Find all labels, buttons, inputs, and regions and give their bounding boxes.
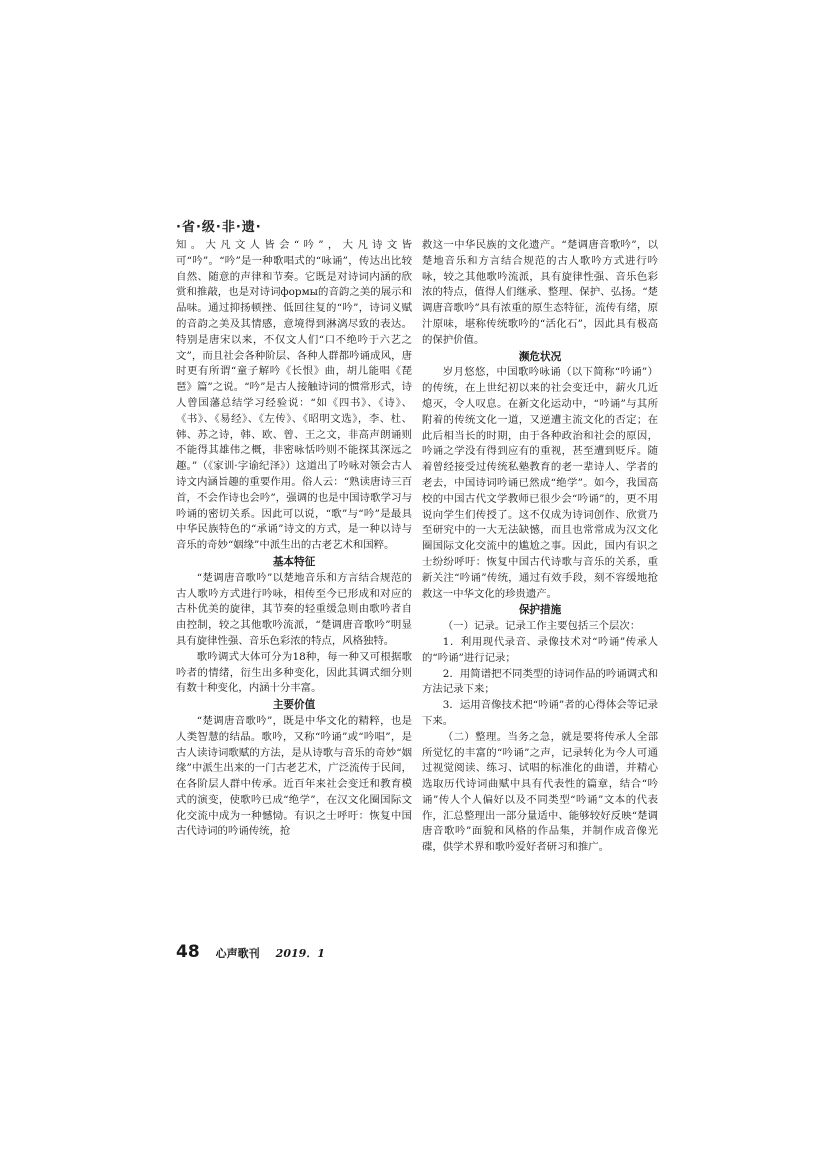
paragraph: 2．用简谱把不同类型的诗词作品的吟诵调式和方法记录下来； (422, 667, 658, 696)
section-heading: 濒危状况 (518, 350, 562, 363)
paragraph: “楚调唐音歌吟”，既是中华文化的精粹，也是人类智慧的结晶。歌吟，又称“吟诵”或“吟唱”，是古人读诗词歌赋的方法，是从诗歌与音乐的奇妙“姻缘”中派生出来的一门古老艺术，广泛流传于民间，在各阶层人群中传承。近百年来社会变迁和教育模式的演变，使歌吟已成“绝学”，在汉文化圈国际文化交流中成为一种憾恸。有识之士呼吁：恢复中国古代诗词的吟诵传统，抢 (176, 714, 412, 838)
paragraph: 1．利用现代录音、录像技术对“吟诵”传承人的“吟诵”进行记录； (422, 635, 658, 664)
left-column (176, 238, 412, 840)
journal-name: 心声歌刊 (215, 947, 260, 960)
issue-number: 2019．1 (275, 947, 325, 960)
right-column (422, 238, 658, 856)
page-number: 48 (176, 942, 200, 962)
section-heading: 主要价值 (272, 699, 316, 712)
section-heading: 基本特征 (272, 555, 316, 568)
column-header: ·省·级·非·遗· (176, 220, 262, 235)
paragraph: 救这一中华民族的文化遗产。“楚调唐音歌吟”，以楚地音乐和方言结合规范的古人歌吟方式进行吟咏，较之其他歌吟流派，具有旋律性强、音乐色彩浓的特点，值得人们继承、整理、保护、弘扬。“楚调唐音歌吟”具有浓重的原生态特征，流传有绪，原汁原味，堪称传统歌吟的“活化石”，因此具有极高的保护价值。 (422, 239, 658, 346)
section-heading: 保护措施 (518, 604, 562, 617)
paragraph: 知。大凡文人皆会“吟”，大凡诗文皆可“吟”。“吟”是一种歌唱式的“咏诵”，传达出比较自然、随意的声律和节奏。它既是对诗词内涵的欣赏和推敲，也是对诗词формы的音韵之美的展示和品味。通过抑扬顿挫、低回往复的“吟”，诗词义赋的音韵之美及其情感，意境得到淋漓尽致的表达。特别是唐宋以来，不仅文人们“口不绝吟于六艺之文”，而且社会各种阶层、各种人群都吟诵成风，唐时更有所谓“童子解吟《长恨》曲，胡儿能唱《琵琶》篇”之说。“吟”是古人接触诗词的惯常形式，诗人曾国藩总结学习经验说：“如《四书》、《诗》、《书》、《易经》、《左传》、《昭明文选》，李、杜、韩、苏之诗，韩、欧、曾、王之文，非高声朗诵则不能得其雄伟之概，非密咏恬吟则不能探其深远之趣。”（《家训·字谕纪泽》）这道出了吟咏对领会古人诗文内涵旨趣的重要作用。俗人云：“熟读唐诗三百首，不会作诗也会吟”，强调的也是中国诗歌学习与吟诵的密切关系。因此可以说，“歌”与“吟”是最具中华民族特色的“承诵”诗文的方式，是一种以诗与音乐的奇妙“姻缘”中派生出的古老艺术和国粹。 (176, 239, 412, 552)
paragraph: 岁月悠悠，中国歌吟咏诵（以下简称“吟诵”）的传统，在上世纪初以来的社会变迁中，薪火几近熄灭，令人叹息。在新文化运动中，“吟诵”与其所附着的传统文化一道，又逆遭主流文化的否定；在此后相当长的时期，由于各种政治和社会的原因，吟诵之学没有得到应有的重视，甚至遭到贬斥。随着曾经接受过传统私塾教育的老一辈诗人、学者的老去，中国诗词吟诵已然成“绝学”。如今，我国高校的中国古代文学教师已很少会“吟诵”的，更不用说向学生们传授了。这不仅成为诗词创作、欣赏乃至研究中的一大无法缺憾，而且也常常成为汉文化圈国际文化交流中的尴尬之事。因此，国内有识之士纷纷呼吁：恢复中国古代诗歌与音乐的关系，重新关注“吟诵”传统，通过有效手段，刻不容缓地抢救这一中华文化的珍贵遗产。 (422, 366, 658, 600)
paragraph: （一）记录。记录工作主要包括三个层次： (442, 620, 641, 633)
paragraph: 歌吟调式大体可分为18种，每一种又可根据歌吟者的情绪，衍生出多种变化，因此其调式细分则有数十种变化，内涵十分丰富。 (176, 650, 412, 695)
paragraph: （二）整理。当务之急，就是要将传承人全部所觉忆的丰富的“吟诵”之声，记录转化为今人可通过视觉阅读、练习、试唱的标准化的曲谱，并精心选取历代诗词曲赋中具有代表性的篇章，结合“吟诵”传人个人偏好以及不同类型“吟诵”文本的代表作，汇总整理出一部分量适中、能够较好反映“楚调唐音歌吟”面貌和风格的作品集，并制作成音像光碟，供学术界和歌吟爱好者研习和推广。 (422, 730, 658, 854)
paragraph: “楚调唐音歌吟”以楚地音乐和方言结合规范的古人歌吟方式进行吟咏，相传至今已形成和对应的古朴优美的旋律，其节奏的轻重缓急则由歌吟者自由控制，较之其他歌吟流派，“楚调唐音歌吟”明显具有旋律性强、音乐色彩浓的特点，风格独特。 (176, 571, 412, 647)
page-footer (176, 942, 325, 962)
paragraph: 3．运用音像技术把“吟诵”者的心得体会等记录下来。 (422, 699, 658, 727)
